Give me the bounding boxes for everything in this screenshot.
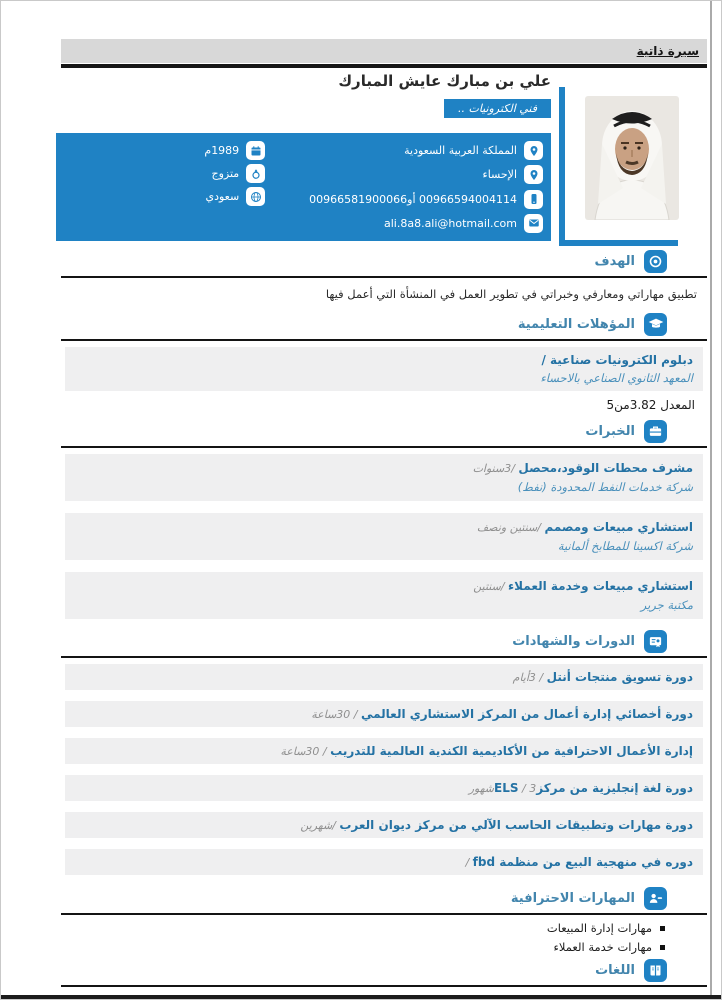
contact-nationality: سعودي — [205, 190, 240, 203]
skill-text: مهارات إدارة المبيعات — [546, 921, 652, 935]
briefcase-icon — [644, 420, 667, 443]
profile-photo — [585, 96, 679, 220]
contact-city: الإحساء — [482, 168, 517, 182]
bullet-square-icon — [660, 926, 665, 931]
section-header-education — [61, 312, 707, 336]
section-title: الدورات والشهادات — [512, 633, 635, 649]
job-duration: /سنتين ونصف — [476, 521, 545, 534]
target-icon — [644, 250, 667, 273]
page-bottom-edge — [1, 995, 721, 999]
skill-text: مهارات خدمة العملاء — [553, 940, 652, 954]
course-entry — [65, 849, 703, 875]
section-divider — [61, 276, 707, 278]
job-title: فني الكترونيات .. — [457, 102, 537, 115]
page-title-bar — [61, 39, 707, 63]
section-divider — [61, 985, 707, 987]
job-role: مشرف محطات الوقود،محصل — [518, 461, 693, 475]
contact-row-city — [265, 165, 543, 184]
graduation-cap-icon — [644, 313, 667, 336]
course-duration: / 30ساعة — [311, 707, 361, 721]
contact-row-phone — [265, 190, 543, 209]
contact-birthyear: 1989م — [204, 144, 240, 157]
section-title: الخبرات — [585, 423, 635, 439]
contact-row-email — [265, 214, 543, 233]
section-divider — [61, 913, 707, 915]
skill-item — [61, 940, 707, 954]
contact-row-marital-status — [64, 164, 265, 183]
section-title: اللغات — [595, 962, 635, 978]
name-block — [56, 72, 551, 118]
course-name: دورة مهارات وتطبيقات الحاسب الآلي من مركز ديوان العرب — [339, 817, 693, 832]
gpa-text: المعدل 3.82من5 — [606, 398, 695, 412]
company-name: شركة خدمات النفط المحدودة (نفط) — [517, 480, 693, 494]
person-name: علي بن مبارك عايش المبارك — [338, 72, 551, 90]
course-duration: /شهرين — [300, 818, 340, 832]
course-entry — [65, 812, 703, 838]
course-entry — [65, 738, 703, 764]
job-duration: /سنتين — [473, 580, 509, 593]
course-entry — [65, 701, 703, 727]
email-icon — [524, 214, 543, 233]
contact-row-nationality — [64, 187, 265, 206]
bullet-square-icon — [660, 945, 665, 950]
contact-phone: 00966594004114 أو00966581900066 — [309, 192, 517, 206]
contact-row-country — [265, 141, 543, 160]
course-duration: / 3شهور — [468, 781, 537, 795]
experience-entry — [65, 572, 703, 619]
experience-entry — [65, 454, 703, 501]
languages-book-icon — [644, 959, 667, 982]
section-header-experience — [61, 419, 707, 443]
contact-email: ali.8a8.ali@hotmail.com — [383, 216, 517, 230]
institute-name: المعهد الثانوي الصناعي بالاحساء — [540, 371, 693, 385]
skill-item — [61, 921, 707, 935]
course-entry — [65, 664, 703, 690]
contact-card — [56, 133, 551, 241]
contact-country: المملكة العربية السعودية — [404, 144, 517, 157]
section-header-objective — [61, 249, 707, 273]
location-pin-icon — [524, 165, 543, 184]
section-title: الهدف — [594, 253, 635, 269]
section-header-courses — [61, 629, 707, 653]
course-name: دوره في منهجية البيع من منظمة fbd — [472, 854, 693, 869]
contact-row-birthyear — [64, 141, 265, 160]
contact-marital-status: متزوج — [211, 167, 240, 180]
title-divider — [61, 64, 707, 68]
page-title: سيرة ذاتية — [636, 44, 699, 58]
photo-frame-left — [559, 87, 565, 246]
cv-sections — [61, 249, 707, 993]
certificate-icon — [644, 630, 667, 653]
course-name: دورة تسويق منتجات أنتل — [546, 669, 693, 684]
course-name: إدارة الأعمال الاحترافية من الأكاديمية الكندية العالمية للتدريب — [330, 743, 693, 758]
experience-entry — [65, 513, 703, 560]
skills-person-icon — [644, 887, 667, 910]
course-duration: / — [465, 855, 473, 869]
section-title: المهارات الاحترافية — [510, 890, 635, 906]
section-header-skills — [61, 886, 707, 910]
course-name: دورة أخصائي إدارة أعمال من المركز الاستشاري العالمي — [360, 706, 693, 721]
section-divider — [61, 339, 707, 341]
photo-frame-bottom — [559, 240, 678, 246]
education-entry — [65, 347, 703, 391]
page-right-edge — [710, 1, 712, 999]
course-duration: / 3أيام — [512, 670, 547, 684]
calendar-icon — [246, 141, 265, 160]
job-role: استشاري مبيعات وخدمة العملاء — [508, 579, 693, 593]
globe-icon — [246, 187, 265, 206]
section-divider — [61, 656, 707, 658]
course-name: دورة لغة إنجليزية من مركزELS — [494, 780, 693, 795]
course-entry — [65, 775, 703, 801]
objective-text: تطبيق مهاراتي ومعارفي وخبراتي في تطوير العمل في المنشأة التي أعمل فيها — [325, 287, 697, 301]
contact-column-secondary — [64, 141, 265, 233]
job-title-badge — [444, 99, 551, 118]
ring-icon — [246, 164, 265, 183]
degree-title: دبلوم الكترونيات صناعية / — [541, 353, 693, 367]
job-duration: /3سنوات — [472, 462, 519, 475]
location-pin-icon — [524, 141, 543, 160]
section-title: المؤهلات التعليمية — [517, 316, 635, 332]
contact-column-primary — [265, 141, 543, 233]
course-duration: / 30ساعة — [280, 744, 331, 758]
phone-icon — [524, 190, 543, 209]
company-name: شركة اكسينا للمطابخ ألمانية — [557, 539, 693, 553]
job-role: استشاري مبيعات ومصمم — [544, 520, 693, 534]
company-name: مكتبة جرير — [640, 598, 693, 612]
section-header-languages — [61, 958, 707, 982]
section-divider — [61, 446, 707, 448]
